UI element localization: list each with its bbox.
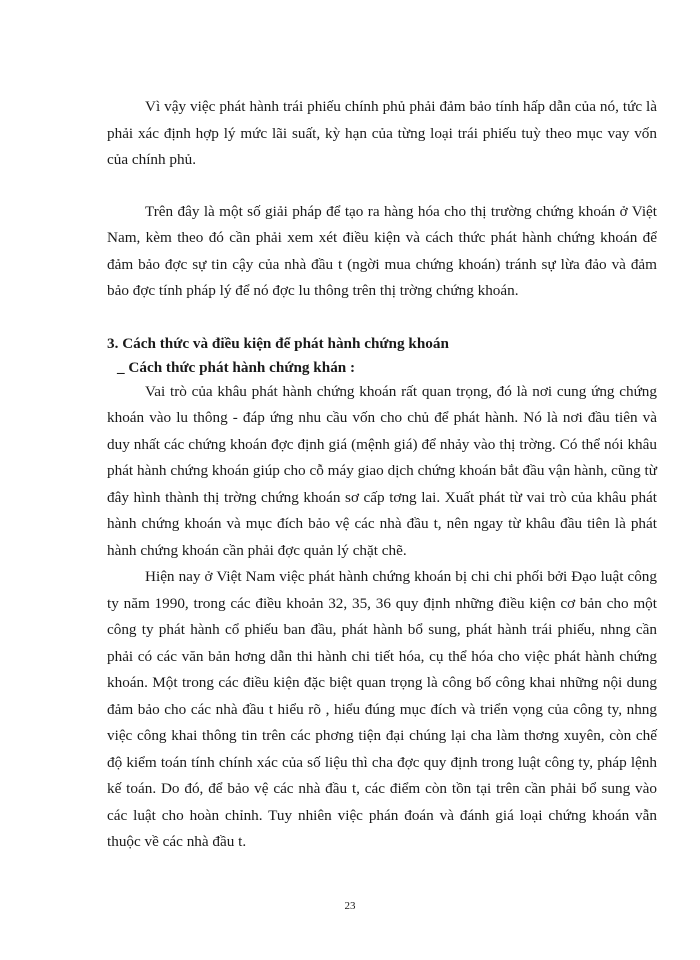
paragraph-issuance-law: Hiện nay ở Việt Nam việc phát hành chứng khoán bị chi chi phối bởi Đạo luật công ty năm 1990, trong các điều khoản 32, 35, 36 quy định những điều kiện cơ bản cho một công ty phát hành cổ phiếu ban đầu, phát hành bổ sung, phát hành trái phiếu, nhng cần phải có các văn bản hơng dẫn thi hành chi tiết hóa, cụ thể hóa cho việc phát hành chứng khoán. Một trong các điều kiện đặc biệt quan trọng là công bố công khai những nội dung đảm bảo cho các nhà đầu t hiểu rõ , hiểu đúng mục đích và triển vọng của công ty, nhng việc công khai thông tin trên các phơng tiện đại chúng lại cha làm thơng xuyên, còn chế độ kiểm toán tính chính xác của số liệu thì cha đợc quy định trong luật công ty, pháp lệnh kế toán. Do đó, để bảo vệ các nhà đầu t, các điểm còn tồn tại trên cần phải bổ sung vào các luật cho hoàn chỉnh. Tuy nhiên việc phán đoán và đánh giá loại chứng khoán vẫn thuộc về các nhà đầu t. (107, 568, 657, 850)
paragraph-spacer (107, 174, 657, 199)
paragraph-issuance-role: Vai trò của khâu phát hành chứng khoán rất quan trọng, đó là nơi cung ứng chứng khoán vào lu thông - đáp ứng nhu cầu vốn cho chủ để phát hành. Nó là nơi đầu tiên và duy nhất các chứng khoán đợc định giá (mệnh giá) để nhảy vào thị trờng. Có thể nói khâu phát hành chứng khoán giúp cho cỗ máy giao dịch chứng khoán bắt đầu vận hành, cũng từ đây hình thành thị trờng chứng khoán sơ cấp tơng lai. Xuất phát từ vai trò của khâu phát hành chứng khoán và mục đích bảo vệ các nhà đầu t, nên ngay từ khâu đầu tiên là phát hành chứng khoán cần phải đợc quản lý chặt chẽ. (107, 382, 657, 559)
document-body (107, 94, 657, 856)
paragraph-spacer (107, 305, 657, 331)
sub-heading: _ Cách thức phát hành chứng khán : (117, 358, 356, 376)
paragraph-bond-attractiveness: Vì vậy việc phát hành trái phiếu chính phủ phải đảm bảo tính hấp dẫn của nó, tức là phải xác định hợp lý mức lãi suất, kỳ hạn của từng loại trái phiếu tuỳ theo mục vay vốn của chính phủ. (107, 98, 657, 168)
paragraph-solutions-summary: Trên đây là một số giải pháp để tạo ra hàng hóa cho thị trường chứng khoán ở Việt Nam, kèm theo đó cần phải xem xét điều kiện và cách thức phát hành chứng khoán để đảm bảo đợc sự tin cậy của nhà đầu t (ngời mua chứng khoán) tránh sự lừa đảo và đảm bảo đợc tính pháp lý để nó đợc lu thông trên thị trờng chứng khoán. (107, 202, 657, 299)
page-number: 23 (344, 900, 356, 912)
section-heading: 3. Cách thức và điều kiện để phát hành chứng khoán (107, 334, 449, 352)
